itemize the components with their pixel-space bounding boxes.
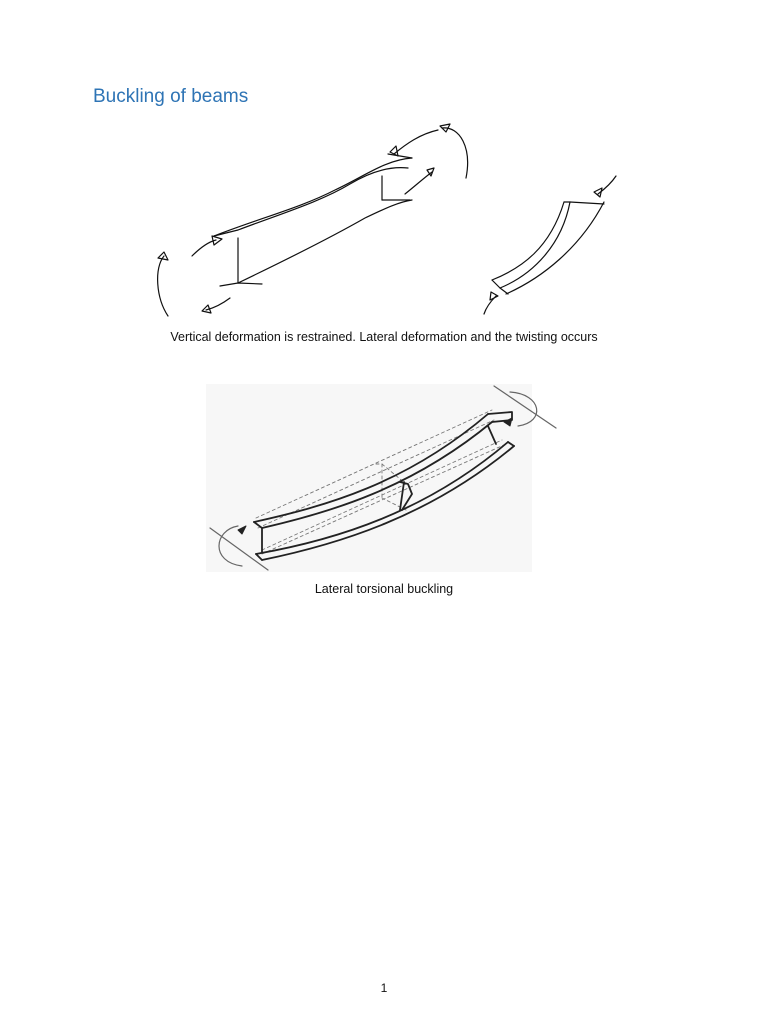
- page-number: 1: [380, 981, 388, 995]
- figure-caption-deformation: Vertical deformation is restrained. Lateral deformation and the twisting occurs: [170, 330, 598, 344]
- beam-deformation-sketch: [150, 118, 630, 323]
- lateral-torsional-buckling-figure: [206, 380, 562, 578]
- page-heading: Buckling of beams: [93, 86, 249, 107]
- figure-caption-lateral-torsional-buckling: Lateral torsional buckling: [314, 582, 454, 596]
